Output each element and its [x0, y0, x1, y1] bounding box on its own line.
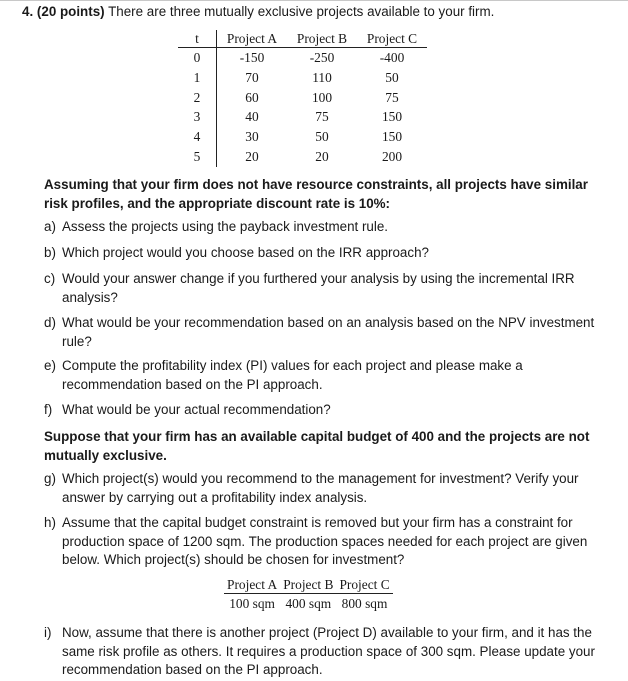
question-item-h — [44, 514, 610, 570]
cell-c: -400 — [379, 50, 405, 65]
item-label: c) — [44, 271, 56, 286]
question-item-e — [44, 357, 610, 394]
cell-t: 5 — [178, 147, 217, 167]
table-row — [178, 107, 427, 127]
table-header-row — [224, 577, 393, 594]
section-capital-budget: Suppose that your firm has an available capital budget of 400 and the projects are not mutually exclusive. — [44, 429, 590, 463]
item-label: h) — [44, 515, 56, 530]
cell-b: 110 — [312, 69, 332, 85]
item-label: d) — [44, 315, 56, 330]
cell-t: 1 — [178, 68, 217, 88]
table-row — [178, 147, 427, 167]
item-text: Which project would you choose based on the IRR approach? — [62, 245, 429, 260]
item-text: Now, assume that there is another project (Project D) available to your firm, and it has the same risk profile as others. It requires a production space of 300 sqm. Please update your recommendation based on the PI approach. — [62, 625, 595, 677]
cell-b: 50 — [315, 129, 329, 145]
item-label: b) — [44, 245, 56, 260]
cell-b: 100 — [311, 89, 333, 105]
cell-a: 20 — [245, 148, 259, 164]
production-space-table — [224, 577, 393, 614]
question-item-c — [44, 270, 610, 307]
header-project-b: Project B — [287, 30, 357, 48]
cell-c: 200 — [381, 148, 403, 164]
question-intro: There are three mutually exclusive projects available to your firm. — [108, 4, 495, 19]
question-item-b — [44, 244, 610, 263]
item-text: What would be your recommendation based on an analysis based on the NPV investment rule? — [62, 315, 595, 349]
item-text: Would your answer change if you furthered your analysis by using the incremental IRR analysis? — [62, 271, 575, 305]
item-text: Compute the profitability index (PI) values for each project and please make a recommendation based on the PI approach. — [62, 358, 523, 392]
cell-t: 3 — [178, 107, 217, 127]
space-b: 400 sqm — [285, 596, 332, 611]
table-header-row — [178, 30, 427, 48]
item-text: Which project(s) would you recommend to the management for investment? Verify your answer by carrying out a profitability index analysis. — [62, 471, 579, 505]
question-item-a — [44, 218, 610, 237]
cell-a: -150 — [239, 50, 265, 65]
table-row — [178, 88, 427, 108]
cell-b: 20 — [315, 148, 329, 164]
cell-a: 30 — [245, 129, 259, 145]
question-item-i — [44, 624, 610, 680]
question-item-g — [44, 470, 610, 507]
item-label: g) — [44, 471, 56, 486]
cell-t: 4 — [178, 127, 217, 147]
cell-t: 0 — [178, 48, 217, 68]
table-row — [224, 594, 393, 615]
space-a: 100 sqm — [229, 596, 275, 611]
cell-c: 75 — [385, 89, 399, 105]
table-row — [178, 68, 427, 88]
question-item-d — [44, 314, 610, 351]
header-t: t — [178, 30, 217, 48]
cell-b: -250 — [309, 50, 335, 65]
item-text: Assess the projects using the payback investment rule. — [62, 219, 389, 234]
cash-flow-table — [178, 30, 427, 167]
section-no-constraints: Assuming that your firm does not have resource constraints, all projects have similar risk profiles, and the appropriate discount rate is 10%: — [44, 177, 588, 211]
cell-t: 2 — [178, 88, 217, 108]
cell-c: 150 — [381, 109, 403, 125]
table-row — [178, 127, 427, 147]
item-label: a) — [44, 219, 56, 234]
item-text: What would be your actual recommendation? — [62, 402, 331, 417]
header-project-a: Project A — [217, 30, 288, 48]
header-project-b: Project B — [280, 577, 336, 594]
header-project-a: Project A — [224, 577, 280, 594]
item-label: f) — [44, 402, 53, 417]
cell-a: 60 — [245, 89, 259, 105]
top-rule — [0, 0, 628, 1]
table-row — [178, 48, 427, 68]
question-number: 4. — [22, 4, 34, 19]
cell-a: 40 — [245, 109, 259, 125]
item-label: e) — [44, 358, 56, 373]
question-item-f — [44, 401, 610, 420]
cell-c: 50 — [385, 69, 399, 85]
question-title — [22, 4, 494, 19]
item-label: i) — [44, 625, 52, 640]
cell-a: 70 — [245, 69, 259, 85]
item-text: Assume that the capital budget constraint is removed but your firm has a constraint for production space of 1200 sqm. The production spaces needed for each project are given below. Which project(s) should be chosen for investment? — [62, 515, 588, 567]
space-c: 800 sqm — [341, 596, 388, 611]
cell-c: 150 — [381, 129, 403, 145]
header-project-c: Project C — [357, 30, 427, 48]
cell-b: 75 — [315, 109, 329, 125]
header-project-c: Project C — [336, 577, 392, 594]
question-points: (20 points) — [36, 4, 105, 19]
